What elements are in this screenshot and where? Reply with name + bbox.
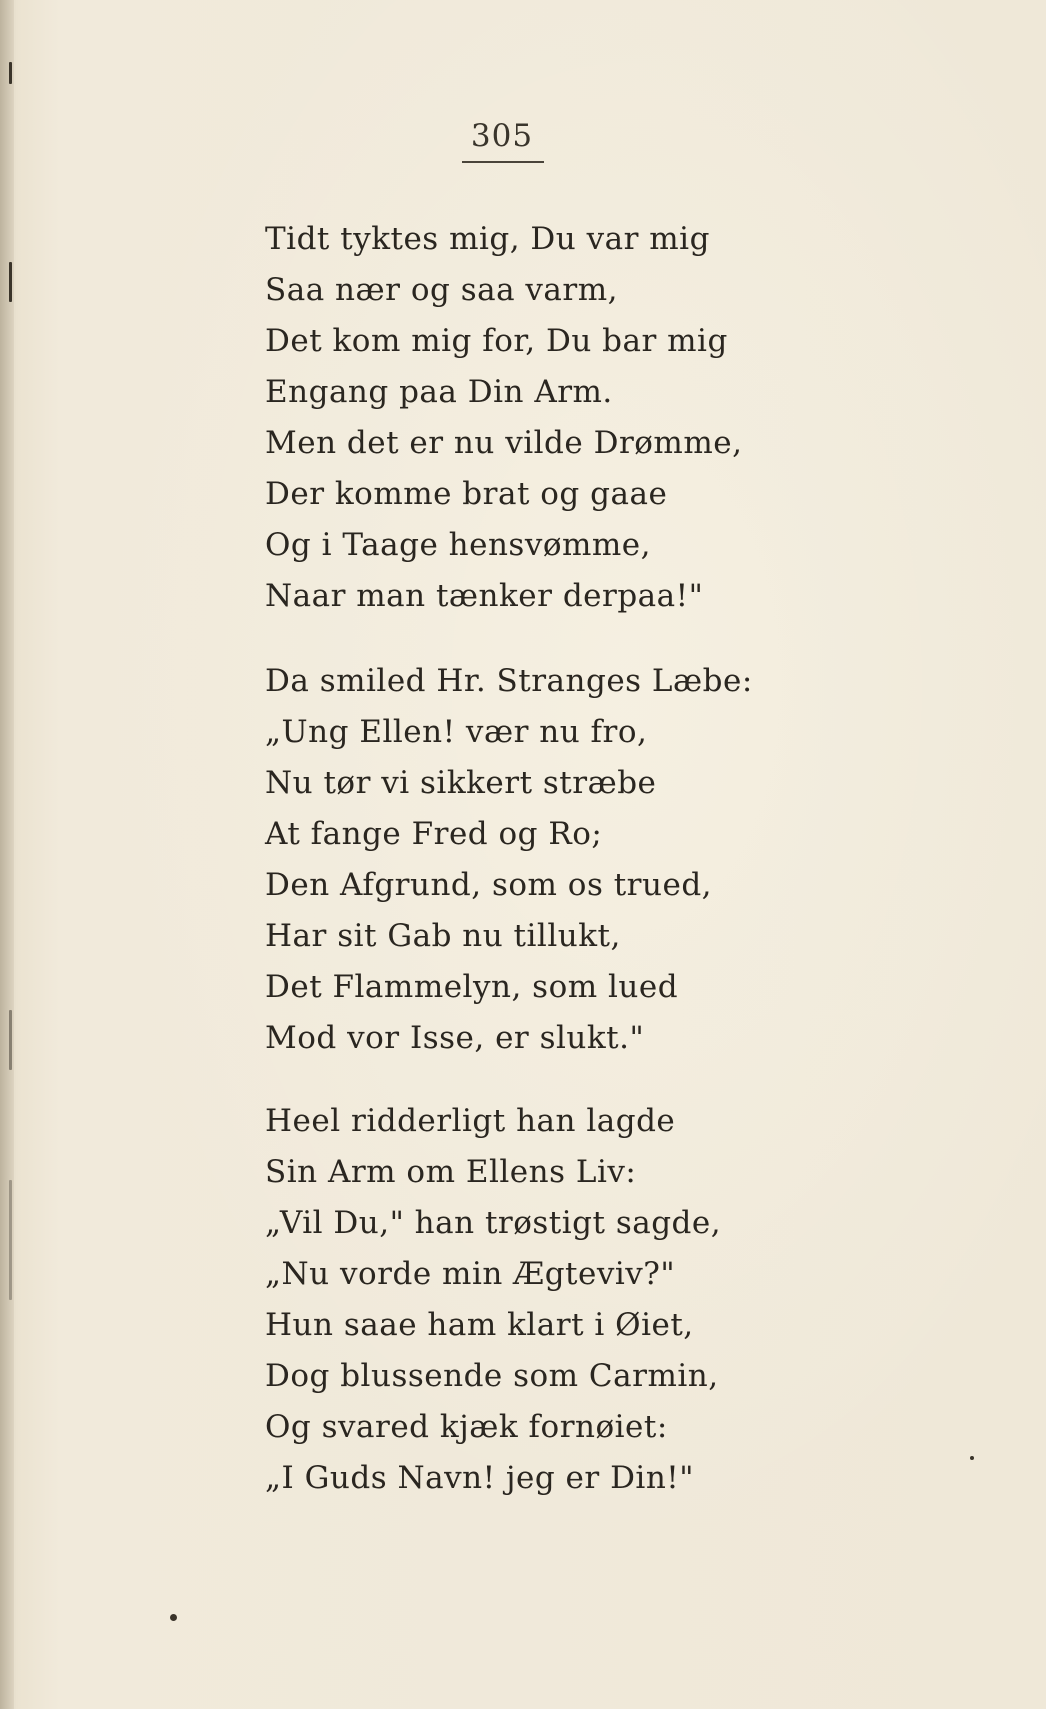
ink-speck — [970, 1456, 974, 1460]
binding-mark — [9, 1010, 12, 1070]
stanza-2 — [265, 656, 753, 1064]
verse-line: Mod vor Isse, er slukt." — [265, 1020, 645, 1056]
verse-line: „I Guds Navn! jeg er Din!" — [265, 1460, 695, 1496]
stanza-1 — [265, 214, 742, 622]
verse-line: Og svared kjæk fornøiet: — [265, 1409, 668, 1445]
verse-line: Den Afgrund, som os trued, — [265, 867, 713, 903]
verse-line: Sin Arm om Ellens Liv: — [265, 1154, 637, 1190]
verse-line: Nu tør vi sikkert stræbe — [265, 765, 657, 801]
verse-line: At fange Fred og Ro; — [265, 816, 603, 852]
verse-line: Det kom mig for, Du bar mig — [265, 323, 728, 359]
verse-line: Dog blussende som Carmin, — [265, 1358, 719, 1394]
page-number: 305 — [470, 118, 534, 154]
ink-speck — [170, 1614, 177, 1621]
page-number-rule — [462, 161, 544, 163]
verse-line: Heel ridderligt han lagde — [265, 1103, 676, 1139]
stanza-3 — [265, 1096, 721, 1504]
verse-line: Da smiled Hr. Stranges Læbe: — [265, 663, 753, 699]
binding-mark — [9, 262, 12, 302]
verse-line: Tidt tyktes mig, Du var mig — [265, 221, 710, 257]
verse-line: Og i Taage hensvømme, — [265, 527, 652, 563]
binding-mark — [9, 1180, 12, 1300]
verse-line: Engang paa Din Arm. — [265, 374, 613, 410]
verse-line: „Vil Du," han trøstigt sagde, — [265, 1205, 722, 1241]
binding-edge — [0, 0, 14, 1709]
verse-line: Hun saae ham klart i Øiet, — [265, 1307, 694, 1343]
verse-line: „Ung Ellen! vær nu fro, — [265, 714, 648, 750]
verse-line: Naar man tænker derpaa!" — [265, 578, 704, 614]
binding-mark — [9, 62, 12, 84]
verse-line: Saa nær og saa varm, — [265, 272, 618, 308]
verse-line: „Nu vorde min Ægteviv?" — [265, 1256, 676, 1292]
verse-line: Der komme brat og gaae — [265, 476, 668, 512]
verse-line: Har sit Gab nu tillukt, — [265, 918, 621, 954]
verse-line: Det Flammelyn, som lued — [265, 969, 679, 1005]
verse-line: Men det er nu vilde Drømme, — [265, 425, 743, 461]
